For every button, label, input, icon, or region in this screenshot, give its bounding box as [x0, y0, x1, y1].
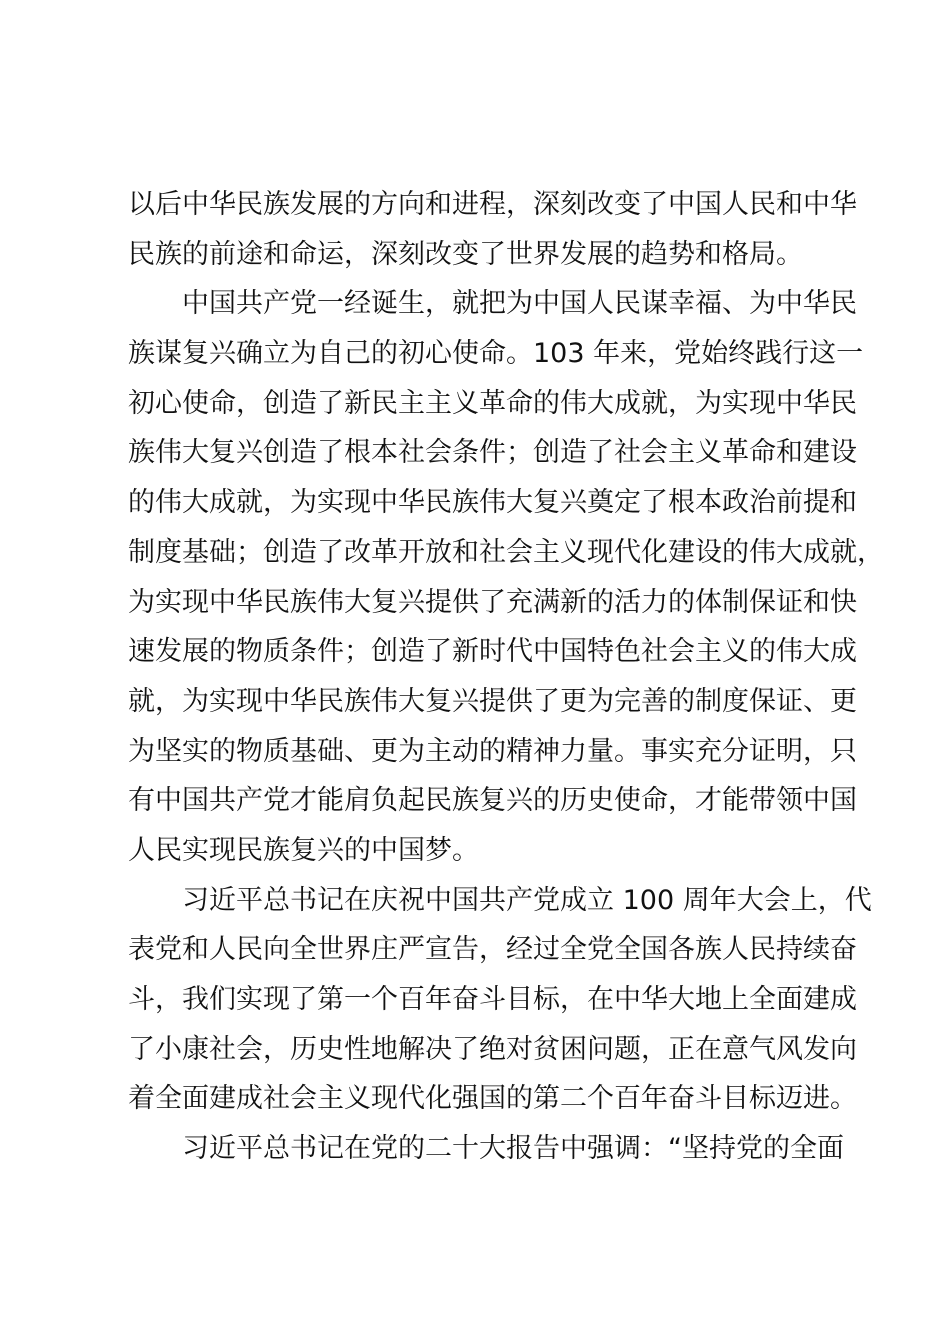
text-line: 着全面建成社会主义现代化强国的第二个百年奋斗目标迈进。: [128, 1083, 857, 1115]
text-line: 表党和人民向全世界庄严宣告，经过全党全国各族人民持续奋: [128, 934, 857, 966]
text-line: 人民实现民族复兴的中国梦。: [128, 834, 479, 866]
text-line: 速发展的物质条件；创造了新时代中国特色社会主义的伟大成: [128, 636, 857, 668]
text-line: 斗，我们实现了第一个百年奋斗目标，在中华大地上全面建成: [128, 984, 857, 1015]
text-line: 族谋复兴确立为自己的初心使命。103 年来，党始终践行这一: [128, 338, 864, 370]
text-line: 的伟大成就，为实现中华民族伟大复兴奠定了根本政治前提和: [128, 487, 857, 519]
text-line: 了小康社会，历史性地解决了绝对贫困问题，正在意气风发向: [128, 1033, 857, 1065]
text-line: 有中国共产党才能肩负起民族复兴的历史使命，才能带领中国: [128, 785, 857, 817]
text-line: 民族的前途和命运，深刻改变了世界发展的趋势和格局。: [128, 238, 803, 270]
text-line: 族伟大复兴创造了根本社会条件；创造了社会主义革命和建设: [128, 437, 857, 469]
text-line: 制度基础；创造了改革开放和社会主义现代化建设的伟大成就，: [128, 536, 884, 568]
text-line: 中国共产党一经诞生，就把为中国人民谋幸福、为中华民: [182, 288, 857, 320]
text-line: 为实现中华民族伟大复兴提供了充满新的活力的体制保证和快: [128, 586, 857, 618]
text-line: 初心使命，创造了新民主主义革命的伟大成就，为实现中华民: [128, 387, 857, 419]
text-line: 以后中华民族发展的方向和进程，深刻改变了中国人民和中华: [128, 189, 857, 220]
text-line: 就，为实现中华民族伟大复兴提供了更为完善的制度保证、更: [128, 685, 857, 717]
text-line: 习近平总书记在党的二十大报告中强调：“坚持党的全面: [182, 1133, 844, 1165]
text-line: 习近平总书记在庆祝中国共产党成立 100 周年大会上，代: [182, 884, 872, 916]
body-text: [128, 180, 884, 1174]
text-line: 为坚实的物质基础、更为主动的精神力量。事实充分证明，只: [128, 735, 857, 767]
